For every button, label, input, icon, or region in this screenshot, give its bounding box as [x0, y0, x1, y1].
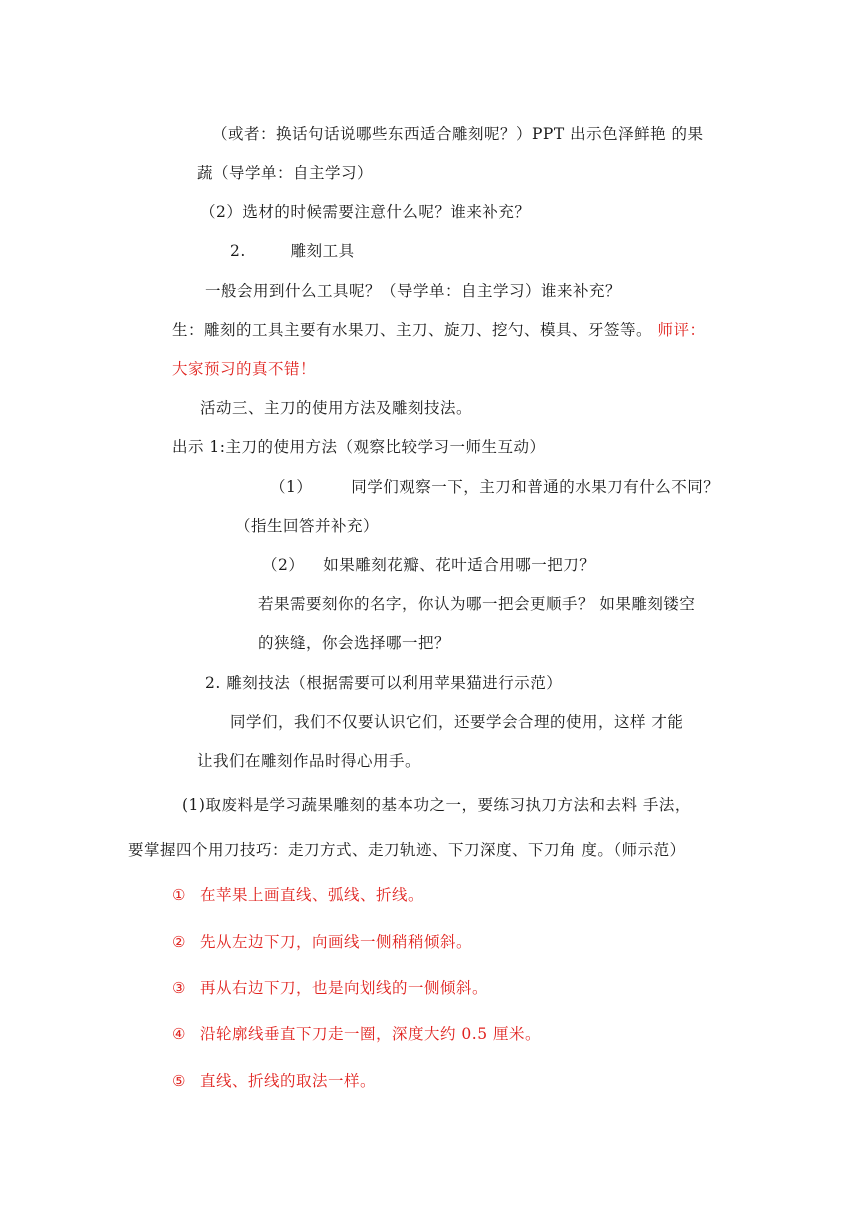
paragraph-6	[172, 320, 705, 340]
question-2-number: （2）	[262, 556, 305, 574]
step-text: 沿轮廓线垂直下刀走一圈，深度大约 0.5 厘米。	[200, 1025, 542, 1043]
list-item	[172, 1071, 376, 1091]
question-1-number: （1）	[270, 478, 313, 496]
student-answer: 生：雕刻的工具主要有水果刀、主刀、旋刀、挖勺、模具、牙签等。	[172, 321, 653, 339]
list-item	[172, 978, 488, 998]
paragraph-18: (1)取废料是学习蔬果雕刻的基本功之一，要练习执刀方法和去料 手法，	[182, 796, 691, 814]
paragraph-11: （指生回答并补充）	[235, 517, 380, 535]
list-item	[172, 932, 472, 952]
paragraph-19: 要掌握四个用刀技巧：走刀方式、走刀轨迹、下刀深度、下刀角 度。（师示范）	[128, 841, 686, 859]
teacher-comment-label: 师评：	[657, 321, 706, 339]
list-item	[172, 1024, 541, 1044]
paragraph-17: 让我们在雕刻作品时得心用手。	[197, 752, 422, 770]
step-text: 直线、折线的取法一样。	[200, 1072, 377, 1090]
question-1-text: 同学们观察一下，主刀和普通的水果刀有什么不同？	[351, 478, 720, 496]
question-1	[270, 477, 719, 497]
section-heading-techniques: 2. 雕刻技法（根据需要可以利用苹果猫进行示范）	[205, 674, 563, 692]
section-title: 雕刻工具	[290, 242, 355, 260]
list-item	[172, 885, 424, 905]
step-number: ⑤	[172, 1072, 186, 1090]
paragraph-2: 蔬（导学单：自主学习）	[197, 164, 374, 182]
paragraph-9: 出示 1:主刀的使用方法（观察比较学习一师生互动）	[172, 438, 546, 456]
step-text: 在苹果上画直线、弧线、折线。	[200, 886, 425, 904]
teacher-comment: 大家预习的真不错！	[172, 360, 317, 378]
activity-heading: 活动三、主刀的使用方法及雕刻技法。	[200, 399, 473, 417]
step-number: ②	[172, 933, 186, 951]
paragraph-13: 若果需要刻你的名字，你认为哪一把会更顺手？ 如果雕刻镂空	[258, 595, 696, 613]
paragraph-5: 一般会用到什么工具呢？（导学单：自主学习）谁来补充？	[205, 282, 622, 300]
section-number: 2.	[230, 242, 246, 260]
paragraph-1: （或者：换话句话说哪些东西适合雕刻呢？）PPT 出示色泽鲜艳 的果	[212, 125, 704, 143]
step-number: ④	[172, 1025, 186, 1043]
step-text: 再从右边下刀，也是向划线的一侧倾斜。	[200, 979, 489, 997]
paragraph-14: 的狭缝，你会选择哪一把？	[258, 634, 451, 652]
question-2	[262, 555, 595, 575]
step-number: ③	[172, 979, 186, 997]
paragraph-3: （2）选材的时候需要注意什么呢？谁来补充？	[200, 203, 531, 221]
step-number: ①	[172, 886, 186, 904]
step-text: 先从左边下刀，向画线一侧稍稍倾斜。	[200, 933, 473, 951]
paragraph-16: 同学们，我们不仅要认识它们，还要学会合理的使用，这样 才能	[230, 713, 684, 731]
question-2-text: 如果雕刻花瓣、花叶适合用哪一把刀？	[323, 556, 596, 574]
section-heading-tools	[230, 241, 355, 261]
